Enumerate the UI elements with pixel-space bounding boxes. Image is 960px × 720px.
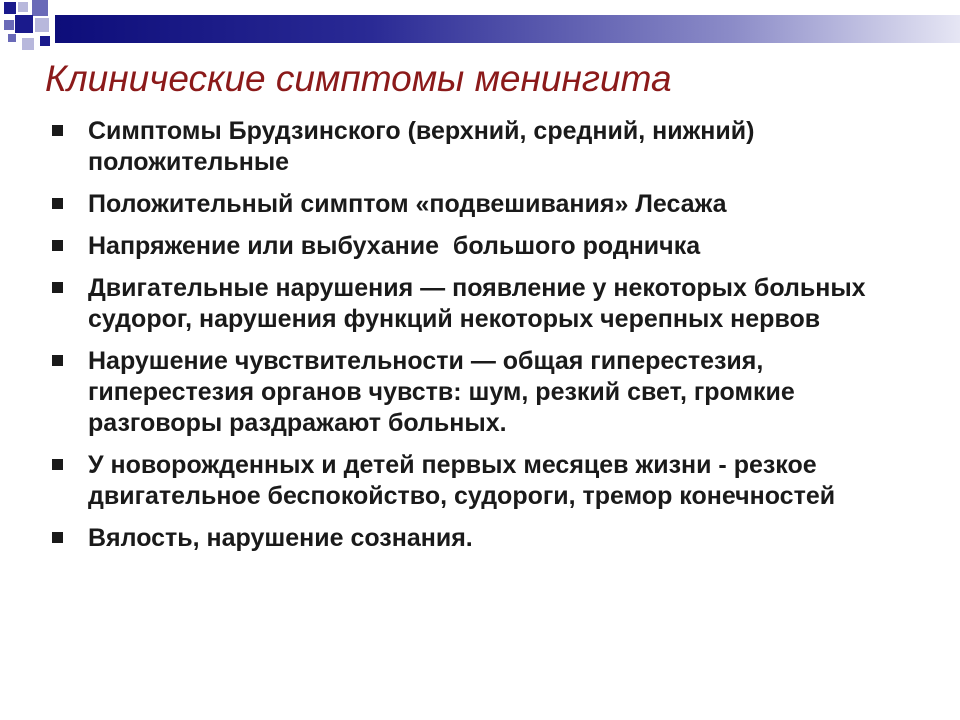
decor-square-7 <box>40 36 50 46</box>
list-item <box>52 189 932 220</box>
decor-square-2 <box>18 2 28 12</box>
list-item <box>52 523 932 554</box>
list-item-text: Вялость, нарушение сознания. <box>88 524 473 552</box>
decor-square-1 <box>4 2 16 14</box>
decor-square-3 <box>32 0 48 16</box>
list-item <box>52 273 932 335</box>
square-bullet-icon <box>52 125 63 136</box>
list-item-text: Двигательные нарушения — появление у некоторых больных судорог, нарушения функций некоторых черепных нервов <box>88 274 866 333</box>
header-gradient-bar <box>55 15 960 43</box>
decor-square-9 <box>8 34 16 42</box>
square-bullet-icon <box>52 532 63 543</box>
list-item-text: Нарушение чувствительности — общая гиперестезия, гиперестезия органов чувств: шум, резкий свет, громкие разговоры раздражают больных. <box>88 347 795 437</box>
list-item-text: У новорожденных и детей первых месяцев жизни - резкое двигательное беспокойство, судороги, тремор конечностей <box>88 451 836 510</box>
square-bullet-icon <box>52 282 63 293</box>
square-bullet-icon <box>52 198 63 209</box>
bullet-list <box>52 116 932 565</box>
list-item-text: Положительный симптом «подвешивания» Лесажа <box>88 190 727 218</box>
slide-title: Клинические симптомы менингита <box>45 58 672 99</box>
list-item-text: Напряжение или выбухание большого родничка <box>88 232 701 260</box>
square-bullet-icon <box>52 459 63 470</box>
decor-square-8 <box>22 38 34 50</box>
decor-square-5 <box>35 18 49 32</box>
decor-square-6 <box>4 20 14 30</box>
list-item <box>52 231 932 262</box>
square-bullet-icon <box>52 240 63 251</box>
list-item-text: Симптомы Брудзинского (верхний, средний, нижний) положительные <box>88 117 755 176</box>
decor-square-4 <box>15 15 33 33</box>
list-item <box>52 116 932 178</box>
list-item <box>52 346 932 439</box>
list-item <box>52 450 932 512</box>
square-bullet-icon <box>52 355 63 366</box>
